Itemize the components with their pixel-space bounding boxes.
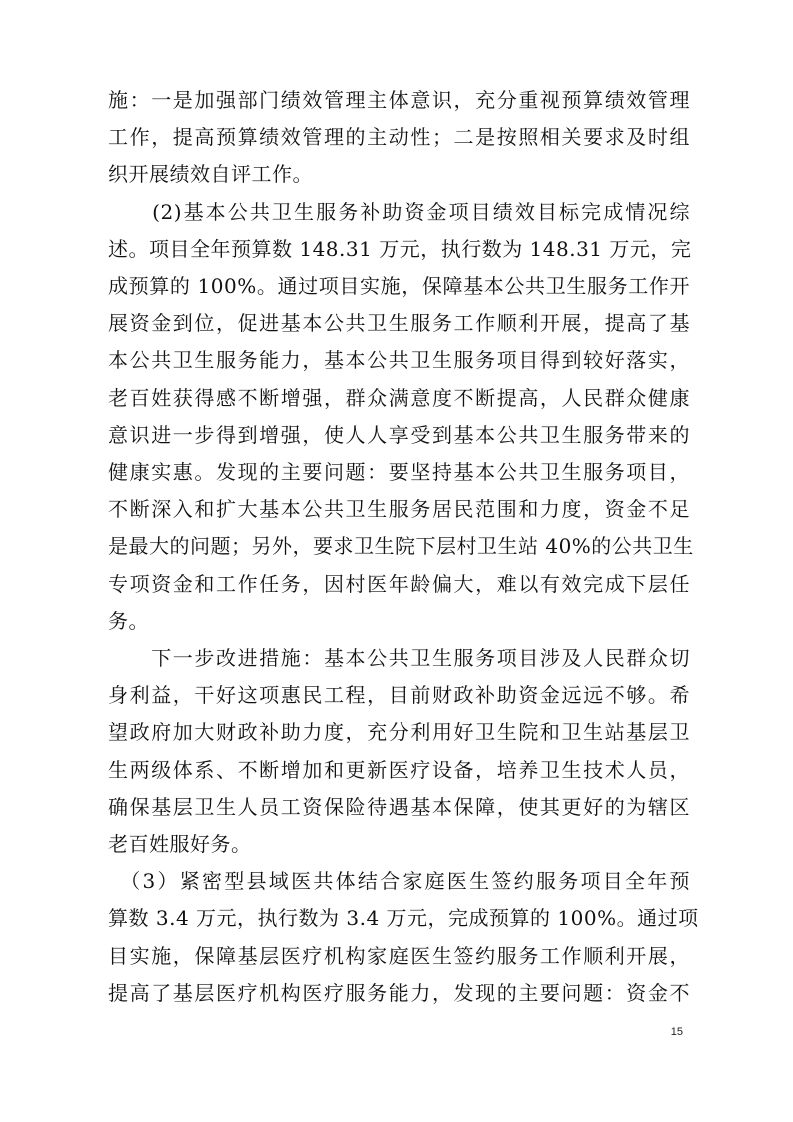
text-line: 健康实惠。发现的主要问题：要坚持基本公共卫生服务项目， (108, 460, 690, 485)
text-line: 确保基层卫生人员工资保险待遇基本保障，使其更好的为辖区 (108, 794, 690, 819)
text-line: 提高了基层医疗机构医疗服务能力，发现的主要问题：资金不 (108, 980, 690, 1005)
text-line: 目实施，保障基层医疗机构家庭医生签约服务工作顺利开展， (108, 943, 690, 968)
text-line: 织开展绩效自评工作。 (108, 162, 313, 187)
text-line: 是最大的问题；另外，要求卫生院下层村卫生站 40%的公共卫生 (108, 534, 694, 559)
text-line: （3）紧密型县域医共体结合家庭医生签约服务项目全年预 (108, 869, 690, 894)
text-line: 述。项目全年预算数 148.31 万元，执行数为 148.31 万元，完 (108, 236, 692, 261)
text-line: (2)基本公共卫生服务补助资金项目绩效目标完成情况综 (108, 199, 690, 224)
text-line: 老百姓服好务。 (108, 832, 252, 857)
text-line: 下一步改进措施：基本公共卫生服务项目涉及人民群众切 (108, 646, 690, 671)
text-line: 不断深入和扩大基本公共卫生服务居民范围和力度，资金不足 (108, 497, 690, 522)
text-line: 专项资金和工作任务，因村医年龄偏大，难以有效完成下层任 (108, 571, 690, 596)
text-line: 工作，提高预算绩效管理的主动性；二是按照相关要求及时组 (108, 125, 690, 150)
text-line: 身利益，干好这项惠民工程，目前财政补助资金远远不够。希 (108, 683, 690, 708)
body-text (108, 82, 699, 1012)
text-line: 成预算的 100%。通过项目实施，保障基本公共卫生服务工作开 (108, 274, 690, 299)
text-line: 务。 (108, 608, 149, 633)
text-line: 展资金到位，促进基本公共卫生服务工作顺利开展，提高了基 (108, 311, 690, 336)
text-line: 意识进一步得到增强，使人人享受到基本公共卫生服务带来的 (108, 422, 690, 447)
text-line: 老百姓获得感不断增强，群众满意度不断提高，人民群众健康 (108, 385, 690, 410)
text-line: 算数 3.4 万元，执行数为 3.4 万元，完成预算的 100%。通过项 (108, 906, 699, 931)
text-line: 施：一是加强部门绩效管理主体意识，充分重视预算绩效管理 (108, 88, 690, 112)
text-line: 本公共卫生服务能力，基本公共卫生服务项目得到较好落实， (108, 348, 690, 373)
page-number: 15 (670, 1026, 683, 1038)
text-line: 生两级体系、不断增加和更新医疗设备，培养卫生技术人员， (108, 757, 690, 782)
text-line: 望政府加大财政补助力度，充分利用好卫生院和卫生站基层卫 (108, 720, 690, 745)
